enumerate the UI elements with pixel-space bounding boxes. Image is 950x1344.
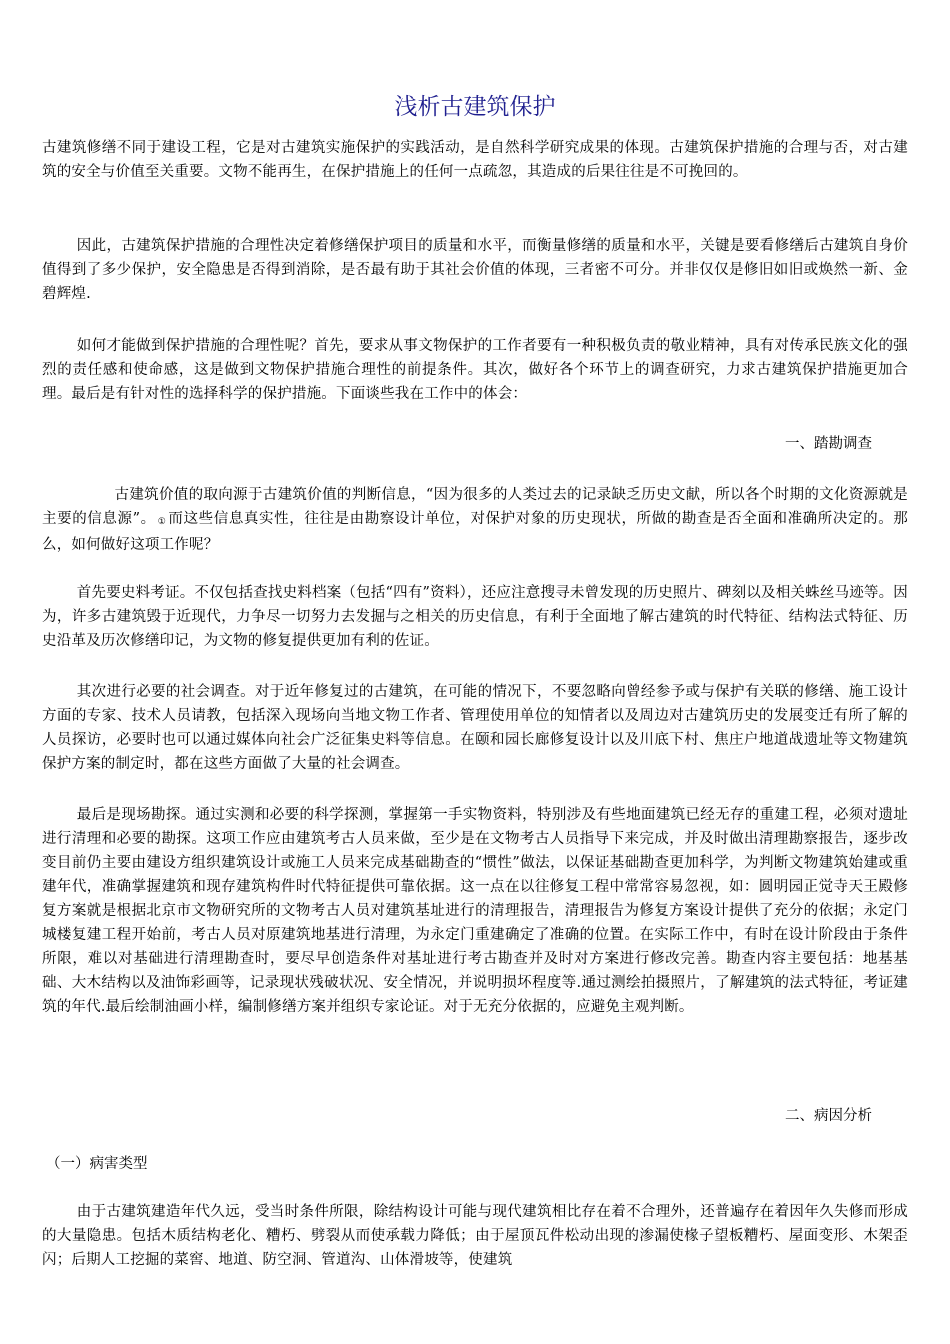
section-heading-survey: 一、踏勘调查 xyxy=(785,436,872,452)
paragraph-value-info-part1: 古建筑价值的取向源于古建筑价值的判断信息，“因为很多的人类过去的记录缺乏历史文献，所以各个时期的文化资源就是主要的信息源”。 xyxy=(42,487,908,527)
paragraph-damage-types: 由于古建筑建造年代久远，受当时条件所限，除结构设计可能与现代建筑相比存在着不合理外，还普遍存在着因年久失修而形成的大量隐患。包括木质结构老化、糟朽、劈裂从而使承载力降低；由于屋顶瓦件松动出现的渗漏使椽子望板糟朽、屋面变形、木架歪闪；后期人工挖掘的菜窖、地道、防空洞、管道沟、山体滑坡等，使建筑 xyxy=(42,1204,908,1268)
section-heading-cause-analysis: 二、病因分析 xyxy=(785,1108,872,1124)
footnote-marker: ① xyxy=(157,517,167,527)
paragraph-value-info-part2: 而这些信息真实性，往往是由勘察设计单位，对保护对象的历史现状，所做的勘查是否全面和准确所决定的。那么，如何做好这项工作呢？ xyxy=(42,511,908,553)
paragraph-value-info xyxy=(42,483,908,557)
paragraph-intro: 古建筑修缮不同于建设工程，它是对古建筑实施保护的实践活动，是自然科学研究成果的体现。古建筑保护措施的合理与否，对古建筑的安全与价值至关重要。文物不能再生，在保护措施上的任何一点疏忽，其造成的后果往往是不可挽回的。 xyxy=(42,140,908,180)
paragraph-historical-research: 首先要史料考证。不仅包括查找史料档案（包括“四有”资料），还应注意搜寻未曾发现的历史照片、碑刻以及相关蛛丝马迹等。因为，许多古建筑毁于近现代，力争尽一切努力去发掘与之相关的历史信息，有利于全面地了解古建筑的时代特征、结构法式特征、历史沿革及历次修缮印记，为文物的修复提供更加有利的佐证。 xyxy=(42,585,908,649)
paragraph-site-exploration: 最后是现场勘探。通过实测和必要的科学探测，掌握第一手实物资料，特别涉及有些地面建筑已经无存的重建工程，必须对遗址进行清理和必要的勘探。这项工作应由建筑考古人员来做，至少是在文物考古人员指导下来完成，并及时做出清理勘察报告，逐步改变目前仍主要由建设方组织建筑设计或施工人员来完成基础勘查的“惯性”做法，以保证基础勘查更加科学，为判断文物建筑始建或重建年代，准确掌握建筑和现存建筑构件时代特征提供可靠依据。这一点在以往修复工程中常常容易忽视，如：圆明园正觉寺天王殿修复方案就是根据北京市文物研究所的文物考古人员对建筑基址进行的清理报告，清理报告为修复方案设计提供了充分的依据；永定门城楼复建工程开始前，考古人员对原建筑地基进行清理，为永定门重建确定了准确的位置。在实际工作中，有时在设计阶段由于条件所限，难以对基础进行清理勘查时，要尽早创造条件对基址进行考古勘查并及时对方案进行修改完善。勘查内容主要包括：地基基础、大木结构以及油饰彩画等，记录现状残破状况、安全情况，并说明损坏程度等.通过测绘拍摄照片，了解建筑的法式特征，考证建筑的年代.最后绘制油画小样，编制修缮方案并组织专家论证。对于无充分依据的，应避免主观判断。 xyxy=(42,807,908,1015)
paragraph-rationality: 如何才能做到保护措施的合理性呢？首先，要求从事文物保护的工作者要有一种积极负责的敬业精神，具有对传承民族文化的强烈的责任感和使命感，这是做到文物保护措施合理性的前提条件。其次，做好各个环节上的调查研究，力求古建筑保护措施更加合理。最后是有针对性的选择科学的保护措施。下面谈些我在工作中的体会： xyxy=(42,338,908,402)
document-title: 浅析古建筑保护 xyxy=(394,94,556,120)
paragraph-social-survey: 其次进行必要的社会调查。对于近年修复过的古建筑，在可能的情况下，不要忽略向曾经参予或与保护有关联的修缮、施工设计方面的专家、技术人员请教，包括深入现场向当地文物工作者、管理使用单位的知情者以及周边对古建筑历史的发展变迁有所了解的人员探访，必要时也可以通过媒体向社会广泛征集史料等信息。在颐和园长廊修复设计以及川底下村、焦庄户地道战遗址等文物建筑保护方案的制定时，都在这些方面做了大量的社会调查。 xyxy=(42,684,908,772)
paragraph-measures: 因此，古建筑保护措施的合理性决定着修缮保护项目的质量和水平，而衡量修缮的质量和水平，关键是要看修缮后古建筑自身价值得到了多少保护，安全隐患是否得到消除，是否最有助于其社会价值的体现，三者密不可分。并非仅仅是修旧如旧或焕然一新、金碧辉煌. xyxy=(42,238,908,302)
subsection-heading-damage-types: （一）病害类型 xyxy=(46,1156,148,1172)
